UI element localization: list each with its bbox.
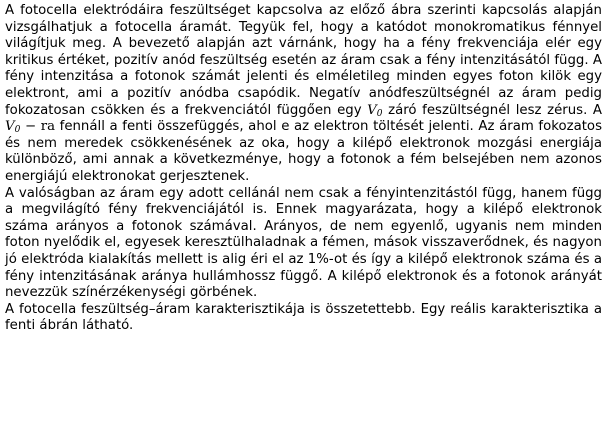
math-variable-symbol: V [367, 102, 377, 118]
paragraph-characteristic: A fotocella feszültség–áram karakterisztikája is összetettebb. Egy reális karakterisztika a fenti ábrán látható. [5, 301, 602, 334]
paragraph-photocell-measurement [5, 3, 602, 186]
math-variable-subscript: 0 [14, 125, 21, 136]
paragraph-text-part: A fotocella elektródáira feszültséget kapcsolva az előző ábra szerinti kapcsolás alapján vizsgálhatjuk a fotocella áramát. Tegyük fel, hogy a katódot monokromatikus fénnyel világítjuk meg. A bevezető alapján azt várnánk, hogy ha a fény frekvenciája elér egy kritikus értéket, pozitív anód feszültség esetén az áram csak a fény intenzitásától függ. A fény intenzitása a fotonok számát jelenti és elméletileg minden egyes foton kilök egy elektront, ami a pozitív anódba csapódik. Negatív anódfeszültségnél az áram pedig fokozatosan csökken és a frekvenciától függően egy [5, 3, 602, 118]
math-variable-symbol: V [5, 119, 15, 135]
math-variable-v0 [5, 119, 20, 134]
paragraph-text-part: fennáll a fenti összefüggés, ahol e az elektron töltését jelenti. Az áram fokozatos és nem meredek csökkenésének az oka, hogy a kilépő elektronok mozgási energiája különböző, ami annak a következménye, hogy a fotonok a fém belsejében nem azonos energiájú elektronokat gerjesztenek. [5, 119, 602, 184]
paragraph-text-part: záró feszültségnél lesz zérus. A [382, 102, 602, 118]
math-suffix: − ra [20, 119, 56, 135]
math-variable-subscript: 0 [376, 108, 383, 119]
math-variable-v0 [367, 103, 382, 118]
paragraph-spectral-sensitivity: A valóságban az áram egy adott cellánál nem csak a fényintenzitástól függ, hanem függ a megvilágító fény frekvenciájától is. Ennek magyarázata, hogy a kilépő elektronok száma arányos a fotonok számával. Arányos, de nem egyenlő, ugyanis nem minden foton nyelődik el, egyesek keresztülhaladnak a fémen, mások visszaverődnek, és nagyon jó elektróda kialakítás mellett is alig éri el az 1%-ot és így a kilépő elektronok száma és a fény intenzitásának aránya hullámhossz függő. A kilépő elektronok és a fotonok arányát nevezzük színérzékenységi görbének. [5, 185, 602, 301]
